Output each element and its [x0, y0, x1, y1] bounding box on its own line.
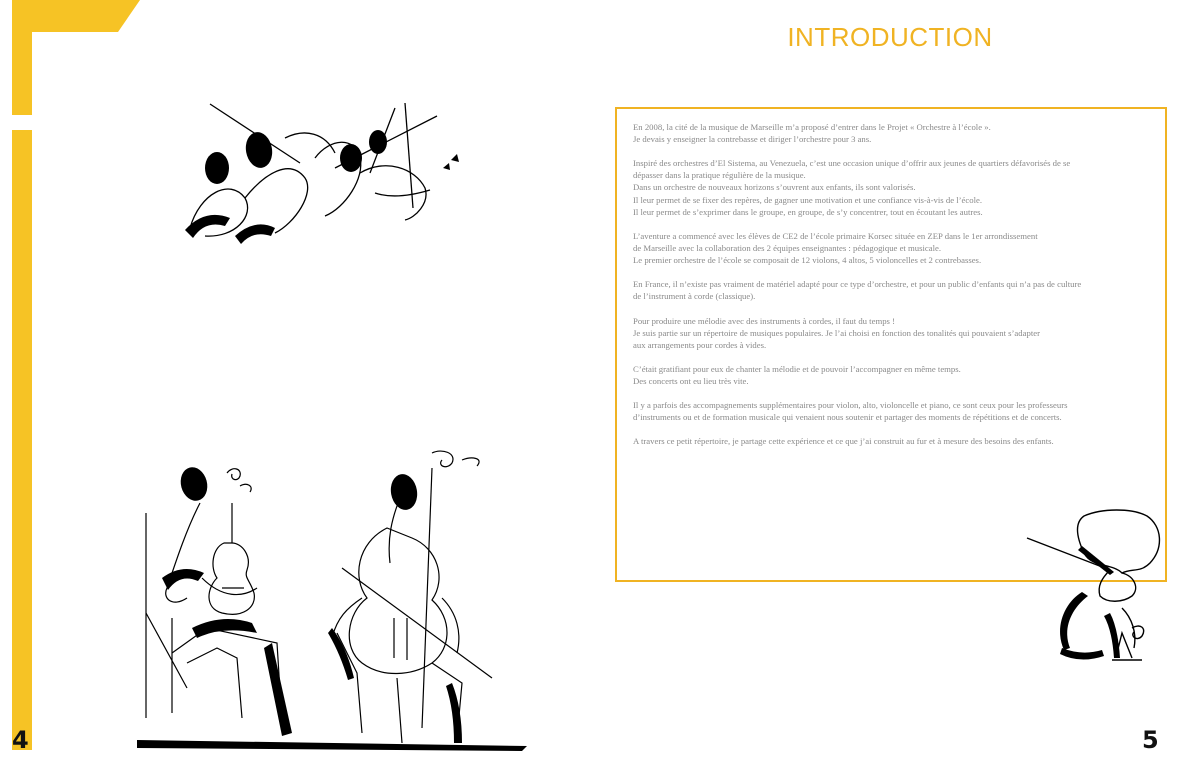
musicians-illustration [132, 448, 532, 753]
violinists-illustration [175, 98, 475, 248]
paragraph: En France, il n’existe pas vraiment de matériel adapté pour ce type d’orchestre, et pour un public d’enfants qui n’a pas de culture de l’instrument à corde (classique). [633, 279, 1082, 302]
introduction-text [633, 121, 1158, 460]
page-title: INTRODUCTION [787, 22, 993, 52]
paragraph: A travers ce petit répertoire, je partage cette expérience et ce que j’ai construit au fur et à mesure des besoins des enfants. [633, 436, 1054, 447]
page-number-left: 4 [12, 726, 29, 754]
paragraph: Pour produire une mélodie avec des instruments à cordes, il faut du temps ! Je suis partie sur un répertoire de musiques populaires. Je l’ai choisi en fonction des tonalités qui pouvaient s’adapter aux arrangements pour cordes à vides. [633, 315, 1040, 350]
paragraph: Inspiré des orchestres d’El Sistema, au Venezuela, c’est une occasion unique d’offrir aux jeunes de quartiers défavorisés de se dépasser dans la pratique régulière de la musique. Dans un orchestre de nouveaux horizons s’ouvrent aux enfants, ils sont valorisés. Il leur permet de se fixer des repères, de gagner une motivation et une confiance vis-à-vis de l’école. Il leur permet de s’exprimer dans le groupe, en groupe, de s’y concentrer, tout en écoutant les autres. [633, 158, 1071, 217]
paragraph: En 2008, la cité de la musique de Marseille m’a proposé d’entrer dans le Projet « Orchestre à l’école ». Je devais y enseigner la contrebasse et diriger l’orchestre pour 3 ans. [633, 122, 991, 145]
page-number-right: 5 [1142, 726, 1159, 754]
conductor-illustration [1022, 508, 1172, 673]
paragraph: L’aventure a commencé avec les élèves de CE2 de l’école primaire Korsec située en ZEP dans le 1er arrondissement de Marseille avec la collaboration des 2 équipes enseignantes : pédagogique et musicale. Le premier orchestre de l’école se composait de 12 violons, 4 altos, 5 violoncelles et 2 contrebasses. [633, 230, 1038, 266]
paragraph: Il y a parfois des accompagnements supplémentaires pour violon, alto, violoncelle et piano, ce sont ceux pour les professeurs d’instruments ou et de formation musicale qui venaient nous soutenir et partager des moments de répétitions et de concerts. [633, 400, 1068, 423]
yellow-corner-band [0, 0, 140, 750]
paragraph: C’était gratifiant pour eux de chanter la mélodie et de pouvoir l’accompagner en même temps. Des concerts ont eu lieu très vite. [633, 363, 961, 386]
